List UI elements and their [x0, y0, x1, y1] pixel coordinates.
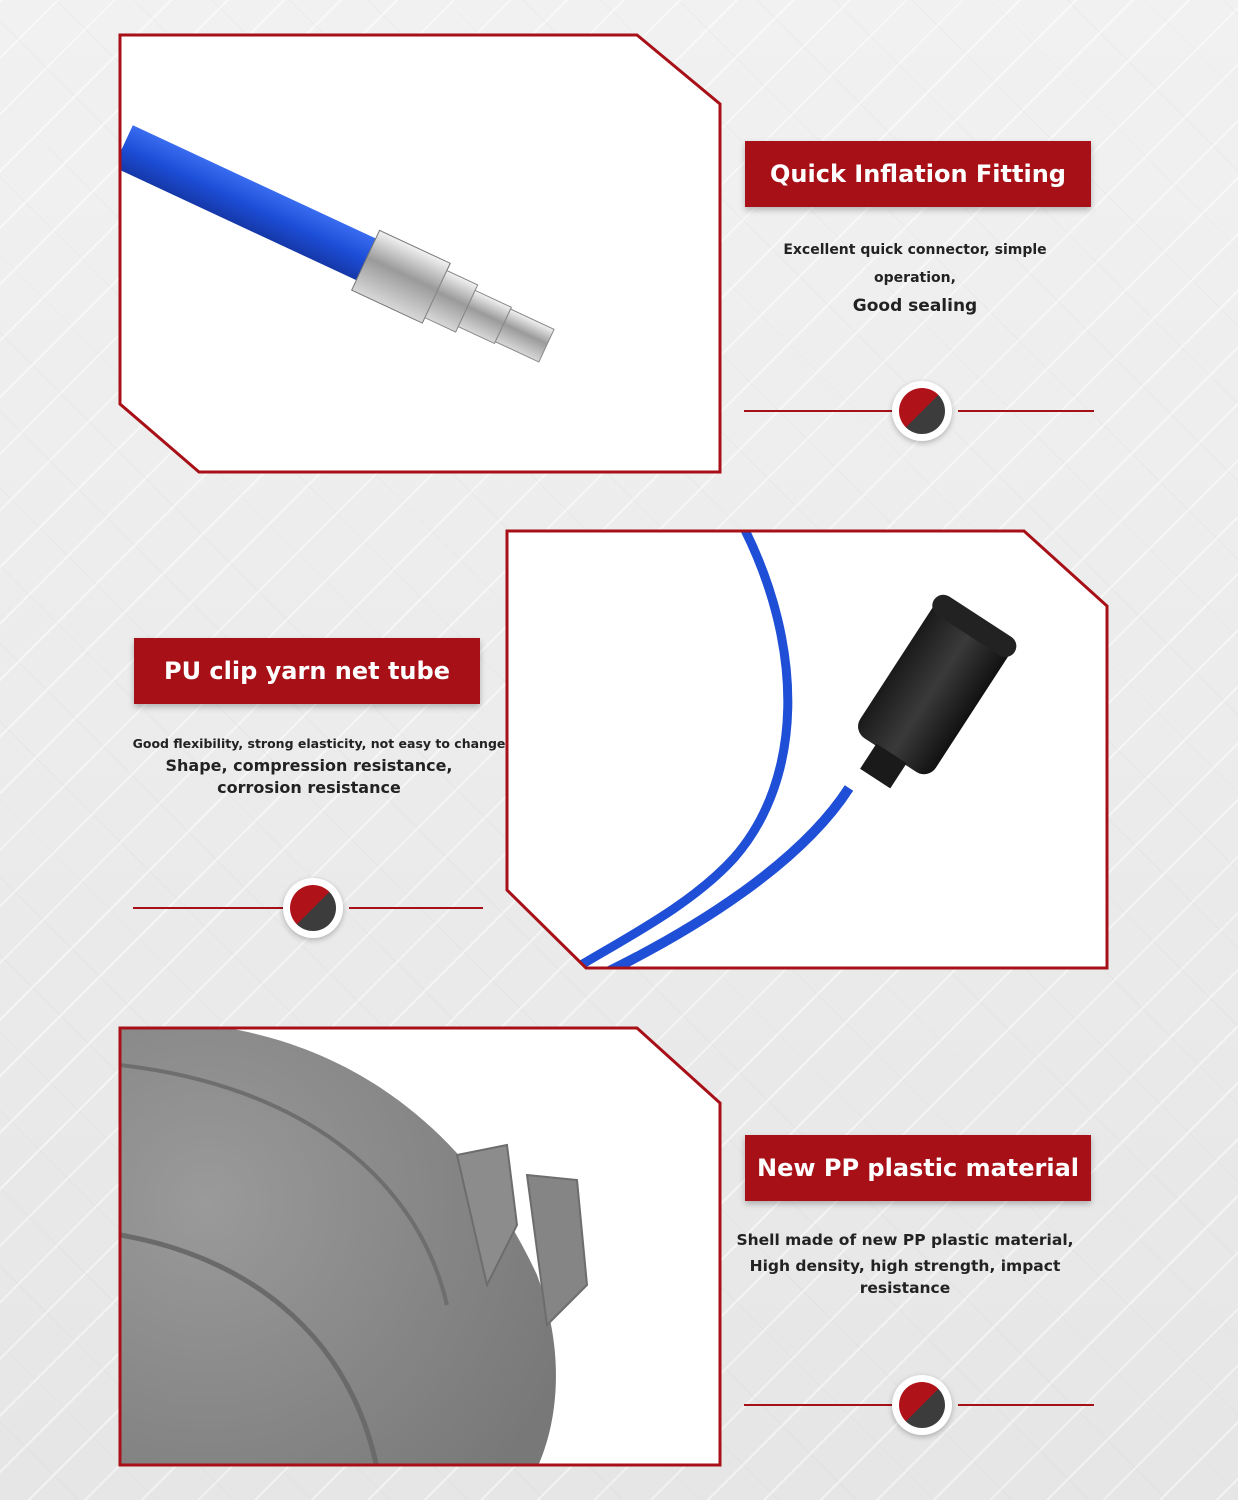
product-image-shell [117, 1025, 723, 1468]
feature-desc-3 [735, 1229, 1075, 1299]
feature-desc-1-line-2: Good sealing [852, 296, 978, 316]
divider-dot-icon [283, 878, 343, 938]
feature-desc-2-line-2: Shape, compression resistance, [165, 756, 453, 775]
feature-title-2-text: PU clip yarn net tube [164, 657, 450, 685]
divider-1 [744, 381, 1094, 441]
feature-desc-3-line-2: High density, high strength, impact [749, 1257, 1061, 1275]
feature-title-3-text: New PP plastic material [756, 1154, 1080, 1182]
divider-dot-icon [892, 1375, 952, 1435]
product-image-hose [504, 528, 1110, 971]
feature-desc-2 [130, 733, 508, 799]
feature-title-3 [745, 1135, 1091, 1201]
divider-2 [133, 878, 483, 938]
feature-desc-2-line-3: corrosion resistance [217, 778, 401, 797]
product-image-fitting [117, 32, 723, 475]
feature-desc-3-line-3: resistance [859, 1279, 951, 1297]
feature-title-1-text: Quick Inflation Fitting [770, 160, 1066, 188]
feature-title-2 [134, 638, 480, 704]
feature-title-1 [745, 141, 1091, 207]
feature-desc-1 [740, 236, 1090, 320]
feature-desc-1-line-1: Excellent quick connector, simple operation, [783, 242, 1047, 286]
feature-desc-3-line-1: Shell made of new PP plastic material, [736, 1231, 1074, 1249]
feature-desc-2-line-1: Good flexibility, strong elasticity, not easy to change [132, 736, 506, 751]
divider-dot-icon [892, 381, 952, 441]
divider-3 [744, 1375, 1094, 1435]
